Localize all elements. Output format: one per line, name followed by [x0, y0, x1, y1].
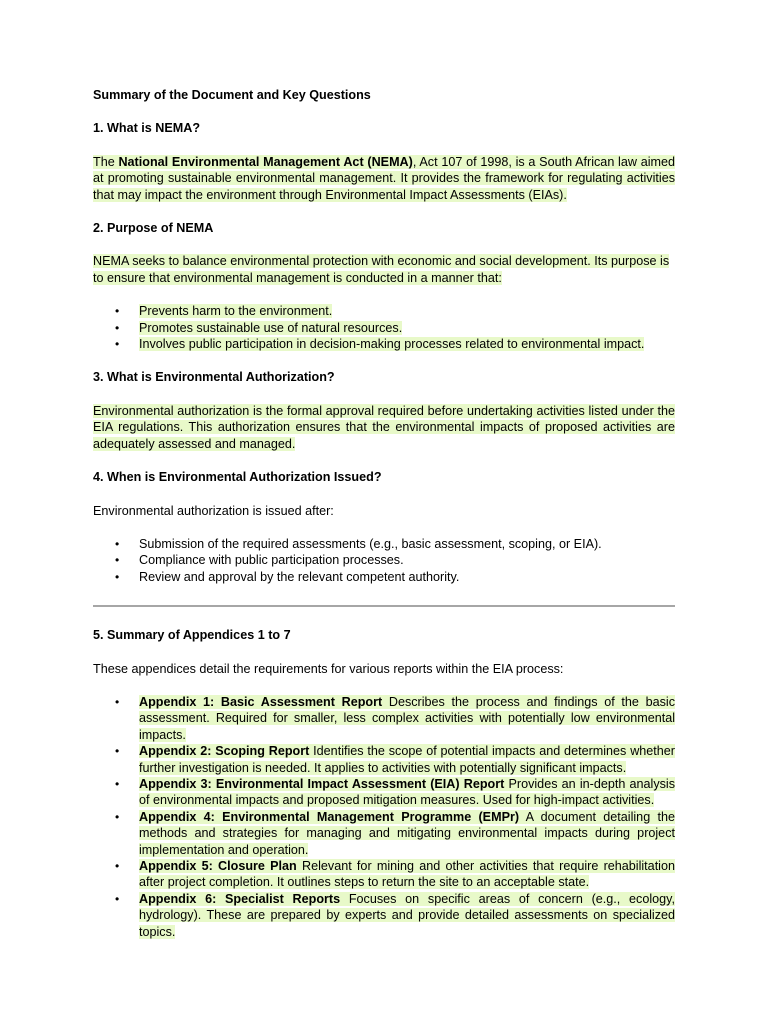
document-body [93, 87, 675, 940]
appendix-list [93, 694, 675, 940]
appendix-item: • Appendix 2: Scoping Report Identifies the scope of potential impacts and determines whether further investigation is needed. It applies to activities with potentially significant impacts. [115, 744, 675, 775]
list-item: • Promotes sustainable use of natural resources. [115, 320, 403, 335]
appendix-item: • Appendix 5: Closure Plan Relevant for mining and other activities that require rehabilitation after project completion. It outlines steps to return the site to an acceptable state. [115, 859, 675, 890]
section-4-bullet-list [93, 536, 675, 585]
section-3-heading: 3. What is Environmental Authorization? [93, 370, 335, 385]
bullet-icon: • [115, 337, 120, 352]
bullet-icon: • [115, 891, 120, 906]
bullet-icon: • [115, 569, 120, 584]
list-item: • Compliance with public participation processes. [115, 553, 404, 568]
section-5-heading: 5. Summary of Appendices 1 to 7 [93, 628, 291, 643]
appendix-item: • Appendix 6: Specialist Reports Focuses on specific areas of concern (e.g., ecology, hydrology). These are prepared by experts and provide detailed assessments on specialized topics. [115, 891, 675, 939]
section-2-bullet-list [93, 303, 675, 352]
list-item: • Prevents harm to the environment. [115, 304, 333, 319]
appendix-item: • Appendix 4: Environmental Management Programme (EMPr) A document detailing the methods and strategies for managing and mitigating environmental impacts during project implementation and operation. [115, 809, 675, 857]
section-2-heading: 2. Purpose of NEMA [93, 221, 214, 236]
appendix-item: • Appendix 3: Environmental Impact Assessment (EIA) Report Provides an in-depth analysis of environmental impacts and proposed mitigation measures. Used for high-impact activities. [115, 776, 676, 808]
appendix-item: • Appendix 1: Basic Assessment Report Describes the process and findings of the basic assessment. Required for smaller, less complex activities with potentially low environmental impacts. [115, 694, 675, 742]
document-title: Summary of the Document and Key Questions [93, 88, 371, 102]
section-5-intro: These appendices detail the requirements for various reports within the EIA process: [93, 661, 564, 676]
list-item: • Submission of the required assessments (e.g., basic assessment, scoping, or EIA). [115, 536, 602, 551]
bullet-icon: • [115, 859, 120, 873]
section-1-heading: 1. What is NEMA? [93, 121, 201, 136]
list-item: • Review and approval by the relevant competent authority. [115, 569, 460, 584]
section-1-paragraph: The National Environmental Management Act (NEMA), Act 107 of 1998, is a South African law aimed at promoting sustainable environmental management. It provides the framework for regulating activities that may impact the environment through Environmental Impact Assessments (EIAs). [93, 154, 675, 202]
bullet-icon: • [115, 320, 120, 335]
list-item: • Involves public participation in decision-making processes related to environmental impact. [115, 337, 645, 352]
bullet-icon: • [115, 536, 120, 551]
section-3-paragraph: Environmental authorization is the formal approval required before undertaking activities listed under the EIA regulations. This authorization ensures that the environmental impacts of proposed activities are adequately assessed and managed. [93, 403, 675, 451]
section-2-intro: NEMA seeks to balance environmental protection with economic and social development. Its purpose is to ensure that environmental management is conducted in a manner that: [93, 254, 670, 285]
bullet-icon: • [115, 809, 120, 824]
section-4-heading: 4. When is Environmental Authorization Issued? [93, 470, 382, 485]
section-4-intro: Environmental authorization is issued after: [93, 503, 334, 518]
bullet-icon: • [115, 553, 120, 568]
bullet-icon: • [115, 776, 120, 791]
bullet-icon: • [115, 304, 120, 319]
bullet-icon: • [115, 744, 120, 759]
bullet-icon: • [115, 694, 120, 709]
